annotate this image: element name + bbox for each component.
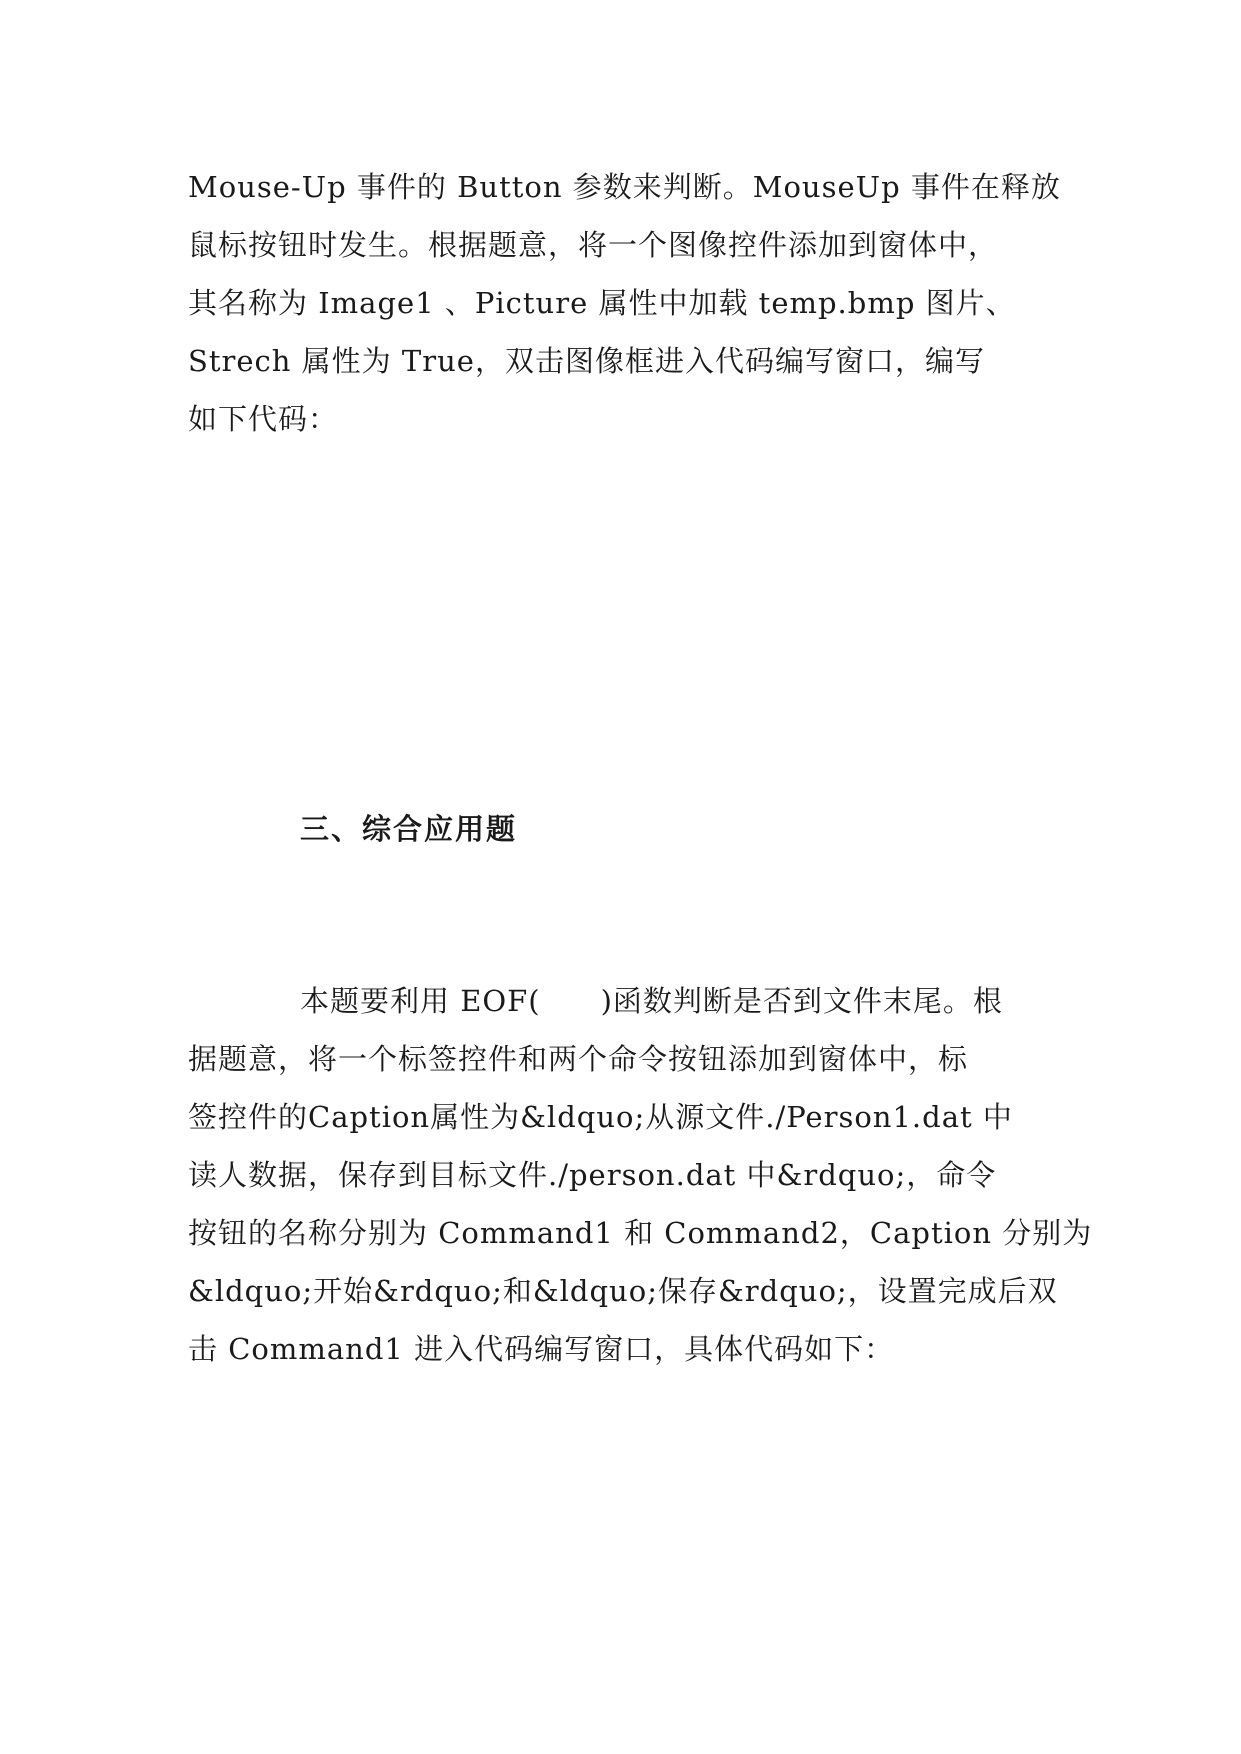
paragraph-line: 鼠标按钮时发生。根据题意，将一个图像控件添加到窗体中， [188, 228, 999, 262]
paragraph-line: 读人数据，保存到目标文件./person.dat 中&rdquo;，命令 [188, 1158, 997, 1192]
paragraph-mouseup-explanation [188, 158, 1061, 448]
paragraph-line: 如下代码： [188, 402, 339, 436]
paragraph-line: 本题要利用 EOF( )函数判断是否到文件末尾。根 [300, 984, 1003, 1018]
section-heading: 三、综合应用题 [300, 812, 518, 846]
paragraph-eof-explanation [188, 972, 1093, 1378]
paragraph-line: 按钮的名称分别为 Command1 和 Command2，Caption 分别为 [188, 1216, 1093, 1250]
paragraph-line: 击 Command1 进入代码编写窗口，具体代码如下： [188, 1332, 895, 1366]
paragraph-line: Mouse-Up 事件的 Button 参数来判断。MouseUp 事件在释放 [188, 170, 1061, 204]
paragraph-line: 签控件的Caption属性为&ldquo;从源文件./Person1.dat 中 [188, 1100, 1013, 1134]
paragraph-line: 据题意，将一个标签控件和两个命令按钮添加到窗体中，标 [188, 1042, 969, 1076]
paragraph-line: &ldquo;开始&rdquo;和&ldquo;保存&rdquo;，设置完成后双 [188, 1274, 1058, 1308]
paragraph-line: Strech 属性为 True，双击图像框进入代码编写窗口，编写 [188, 344, 985, 378]
paragraph-line: 其名称为 Image1 、Picture 属性中加载 temp.bmp 图片、 [188, 286, 1016, 320]
